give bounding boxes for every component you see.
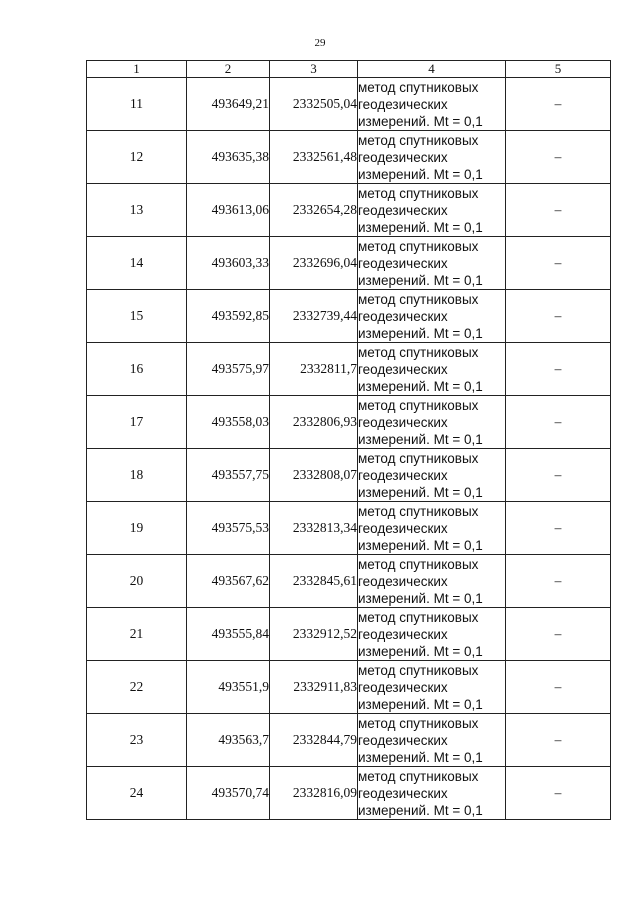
method-cell — [358, 502, 506, 555]
column-header: 2 — [187, 61, 270, 78]
point-number-cell: 24 — [87, 767, 187, 820]
method-line: геодезических — [358, 785, 448, 801]
method-line: геодезических — [358, 361, 448, 377]
point-number-cell: 22 — [87, 661, 187, 714]
method-line: метод спутниковых — [358, 609, 479, 625]
y-coordinate-cell: 2332808,07 — [270, 449, 358, 502]
table-row — [87, 608, 611, 661]
method-line: измерений. Mt = 0,1 — [358, 802, 483, 818]
table-row — [87, 555, 611, 608]
point-number-cell: 17 — [87, 396, 187, 449]
method-line: метод спутниковых — [358, 503, 479, 519]
method-line: измерений. Mt = 0,1 — [358, 484, 483, 500]
method-line: метод спутниковых — [358, 662, 479, 678]
table-body — [87, 78, 611, 820]
method-cell — [358, 184, 506, 237]
method-cell — [358, 78, 506, 131]
point-number-cell: 21 — [87, 608, 187, 661]
method-line: измерений. Mt = 0,1 — [358, 272, 483, 288]
method-line: измерений. Mt = 0,1 — [358, 537, 483, 553]
y-coordinate-cell: 2332811,7 — [270, 343, 358, 396]
x-coordinate-cell: 493635,38 — [187, 131, 270, 184]
note-cell: – — [506, 767, 611, 820]
table-row — [87, 237, 611, 290]
method-cell — [358, 343, 506, 396]
y-coordinate-cell: 2332806,93 — [270, 396, 358, 449]
note-cell: – — [506, 714, 611, 767]
x-coordinate-cell: 493649,21 — [187, 78, 270, 131]
table-header-row — [87, 61, 611, 78]
method-line: метод спутниковых — [358, 556, 479, 572]
method-line: метод спутниковых — [358, 397, 479, 413]
table-row — [87, 661, 611, 714]
y-coordinate-cell: 2332561,48 — [270, 131, 358, 184]
method-line: измерений. Mt = 0,1 — [358, 643, 483, 659]
method-line: геодезических — [358, 679, 448, 695]
table-row — [87, 343, 611, 396]
x-coordinate-cell: 493570,74 — [187, 767, 270, 820]
point-number-cell: 16 — [87, 343, 187, 396]
y-coordinate-cell: 2332813,34 — [270, 502, 358, 555]
note-cell: – — [506, 184, 611, 237]
x-coordinate-cell: 493558,03 — [187, 396, 270, 449]
column-header: 3 — [270, 61, 358, 78]
x-coordinate-cell: 493575,53 — [187, 502, 270, 555]
method-line: метод спутниковых — [358, 450, 479, 466]
method-line: геодезических — [358, 149, 448, 165]
page-number: 29 — [314, 37, 326, 49]
note-cell: – — [506, 449, 611, 502]
point-number-cell: 19 — [87, 502, 187, 555]
method-cell — [358, 661, 506, 714]
note-cell: – — [506, 78, 611, 131]
column-header: 5 — [506, 61, 611, 78]
table-row — [87, 396, 611, 449]
y-coordinate-cell: 2332911,83 — [270, 661, 358, 714]
method-line: метод спутниковых — [358, 185, 479, 201]
method-line: геодезических — [358, 626, 448, 642]
point-number-cell: 14 — [87, 237, 187, 290]
y-coordinate-cell: 2332505,04 — [270, 78, 358, 131]
method-line: метод спутниковых — [358, 79, 479, 95]
table-row — [87, 290, 611, 343]
y-coordinate-cell: 2332816,09 — [270, 767, 358, 820]
y-coordinate-cell: 2332654,28 — [270, 184, 358, 237]
method-line: геодезических — [358, 96, 448, 112]
table-row — [87, 78, 611, 131]
method-line: метод спутниковых — [358, 238, 479, 254]
x-coordinate-cell: 493575,97 — [187, 343, 270, 396]
table-row — [87, 184, 611, 237]
method-cell — [358, 237, 506, 290]
note-cell: – — [506, 131, 611, 184]
method-line: измерений. Mt = 0,1 — [358, 166, 483, 182]
table-row — [87, 131, 611, 184]
x-coordinate-cell: 493557,75 — [187, 449, 270, 502]
method-line: геодезических — [358, 255, 448, 271]
method-line: метод спутниковых — [358, 715, 479, 731]
method-line: измерений. Mt = 0,1 — [358, 749, 483, 765]
note-cell: – — [506, 661, 611, 714]
method-cell — [358, 555, 506, 608]
method-line: геодезических — [358, 467, 448, 483]
method-cell — [358, 714, 506, 767]
y-coordinate-cell: 2332912,52 — [270, 608, 358, 661]
point-number-cell: 13 — [87, 184, 187, 237]
method-line: геодезических — [358, 732, 448, 748]
method-cell — [358, 767, 506, 820]
method-line: геодезических — [358, 573, 448, 589]
note-cell: – — [506, 608, 611, 661]
method-line: метод спутниковых — [358, 344, 479, 360]
note-cell: – — [506, 396, 611, 449]
method-line: метод спутниковых — [358, 132, 479, 148]
method-line: измерений. Mt = 0,1 — [358, 113, 483, 129]
method-cell — [358, 608, 506, 661]
x-coordinate-cell: 493613,06 — [187, 184, 270, 237]
x-coordinate-cell: 493563,7 — [187, 714, 270, 767]
x-coordinate-cell: 493592,85 — [187, 290, 270, 343]
method-cell — [358, 290, 506, 343]
method-cell — [358, 396, 506, 449]
point-number-cell: 20 — [87, 555, 187, 608]
point-number-cell: 11 — [87, 78, 187, 131]
method-line: метод спутниковых — [358, 768, 479, 784]
column-header: 1 — [87, 61, 187, 78]
method-line: геодезических — [358, 414, 448, 430]
point-number-cell: 12 — [87, 131, 187, 184]
y-coordinate-cell: 2332845,61 — [270, 555, 358, 608]
point-number-cell: 18 — [87, 449, 187, 502]
table-row — [87, 714, 611, 767]
note-cell: – — [506, 290, 611, 343]
x-coordinate-cell: 493551,9 — [187, 661, 270, 714]
method-line: измерений. Mt = 0,1 — [358, 696, 483, 712]
y-coordinate-cell: 2332844,79 — [270, 714, 358, 767]
x-coordinate-cell: 493603,33 — [187, 237, 270, 290]
method-line: измерений. Mt = 0,1 — [358, 219, 483, 235]
note-cell: – — [506, 343, 611, 396]
y-coordinate-cell: 2332739,44 — [270, 290, 358, 343]
method-line: метод спутниковых — [358, 291, 479, 307]
table-row — [87, 767, 611, 820]
note-cell: – — [506, 555, 611, 608]
method-line: измерений. Mt = 0,1 — [358, 325, 483, 341]
point-number-cell: 15 — [87, 290, 187, 343]
method-line: геодезических — [358, 308, 448, 324]
point-number-cell: 23 — [87, 714, 187, 767]
method-cell — [358, 131, 506, 184]
note-cell: – — [506, 502, 611, 555]
x-coordinate-cell: 493555,84 — [187, 608, 270, 661]
method-line: геодезических — [358, 520, 448, 536]
method-cell — [358, 449, 506, 502]
method-line: измерений. Mt = 0,1 — [358, 378, 483, 394]
note-cell: – — [506, 237, 611, 290]
column-header: 4 — [358, 61, 506, 78]
method-line: геодезических — [358, 202, 448, 218]
method-line: измерений. Mt = 0,1 — [358, 431, 483, 447]
method-line: измерений. Mt = 0,1 — [358, 590, 483, 606]
table-row — [87, 502, 611, 555]
table-row — [87, 449, 611, 502]
y-coordinate-cell: 2332696,04 — [270, 237, 358, 290]
coordinates-table — [86, 60, 611, 820]
x-coordinate-cell: 493567,62 — [187, 555, 270, 608]
